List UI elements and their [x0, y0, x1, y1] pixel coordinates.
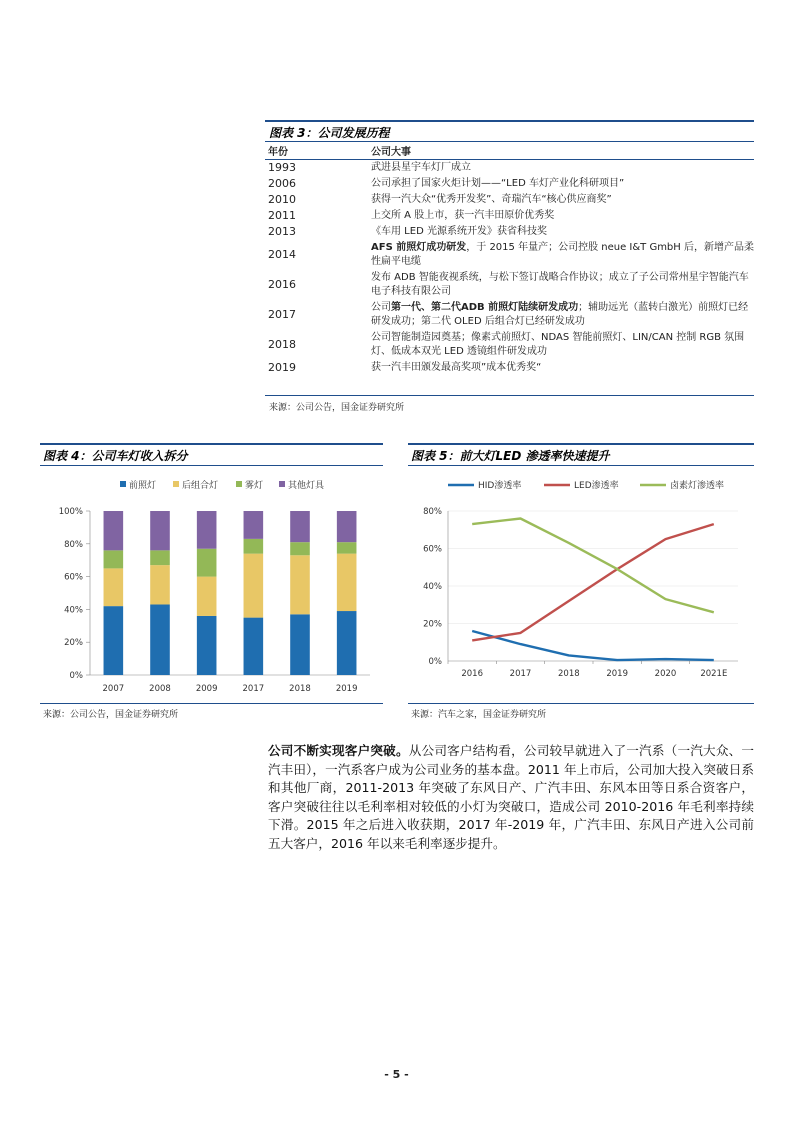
- fig4-source: 来源：公司公告，国金证券研究所: [43, 710, 179, 720]
- row-event: 《车用 LED 光源系统开发》获省科技奖: [371, 226, 547, 237]
- y-tick-label: 100%: [58, 507, 83, 517]
- headlight-penetration-chart: [408, 470, 754, 700]
- row-year: 2006: [268, 177, 296, 190]
- x-tick-label: 2008: [149, 684, 171, 694]
- bar-segment: [150, 565, 170, 604]
- y-tick-label: 40%: [64, 605, 83, 616]
- col-event-header: 公司大事: [368, 142, 754, 160]
- bar-segment: [290, 614, 310, 675]
- legend-swatch: [279, 481, 285, 487]
- y-tick-label: 80%: [64, 539, 83, 550]
- row-event: 公司承担了国家火炬计划——“LED 车灯产业化科研项目”: [371, 178, 625, 189]
- bar-segment: [104, 511, 124, 550]
- x-tick-label: 2019: [335, 684, 358, 694]
- row-event-text: ；辅助远光（蓝转白激光）前照灯已经研发成功；第二代 OLED 后组合灯已经研发成功: [371, 302, 749, 327]
- row-event: 公司智能制造园奠基；像素式前照灯、NDAS 智能前照灯、LIN/CAN 控制 RGB 氛围灯、低成本双光 LED 透镜组件研发成功: [371, 332, 745, 357]
- x-tick-label: 2018: [558, 669, 580, 679]
- bar-segment: [150, 511, 170, 550]
- x-tick-label: 2019: [606, 669, 628, 679]
- series-line: [472, 524, 714, 640]
- table-row: [265, 240, 754, 270]
- x-tick-label: 2017: [242, 684, 265, 694]
- row-year: 2013: [268, 225, 296, 238]
- paragraph-lead: 公司不断实现客户突破。: [268, 743, 409, 758]
- legend-label: 后组合灯: [182, 481, 219, 491]
- bar-segment: [150, 550, 170, 565]
- bar-segment: [337, 542, 357, 553]
- page-number: - 5 -: [384, 1068, 409, 1081]
- legend-label: 雾灯: [245, 481, 264, 491]
- fig3-bottom-rule: [265, 395, 754, 396]
- bar-segment: [104, 568, 124, 606]
- table-row: [265, 160, 754, 177]
- x-tick-label: 2020: [654, 669, 677, 679]
- x-tick-label: 2017: [509, 669, 532, 679]
- x-tick-label: 2018: [289, 684, 311, 694]
- body-paragraph: [268, 742, 754, 853]
- y-tick-label: 40%: [423, 582, 442, 592]
- legend-label: 其他灯具: [288, 481, 325, 491]
- bar-segment: [104, 606, 124, 675]
- x-tick-label: 2009: [195, 684, 218, 694]
- fig5-title: 图表 5：前大灯LED 渗透率快速提升: [411, 449, 610, 463]
- bar-segment: [244, 554, 264, 618]
- row-event: [368, 240, 754, 270]
- row-event-highlight: 第一代、第二代ADB 前照灯陆续研发成功: [391, 302, 579, 313]
- y-tick-label: 0%: [428, 657, 442, 667]
- table-row: [265, 208, 754, 224]
- legend-label: LED渗透率: [574, 481, 619, 491]
- fig4-title-rule: [40, 465, 383, 466]
- table-row: [265, 360, 754, 376]
- row-event-highlight: AFS 前照灯成功研发: [371, 242, 467, 253]
- row-year: 2010: [268, 193, 296, 206]
- table-row: [265, 330, 754, 360]
- bar-segment: [290, 511, 310, 542]
- x-tick-label: 2007: [102, 684, 125, 694]
- table-row: [265, 192, 754, 208]
- paragraph-body: 从公司客户结构看，公司较早就进入了一汽系（一汽大众、一汽丰田），一汽系客户成为公司业务的基本盘。2011 年上市后，公司加大投入突破日系和其他厂商，2011-2013 年突破了东风日产、广汽丰田、东风本田等日系合资客户，客户突破往往以毛利率相对较低的小灯为突破口，造成公司 2010-2016 年毛利率持续下滑。2015 年之后进入收获期，2017 年-2019 年，广汽丰田、东风日产进入公司前五大客户，2016 年以来毛利率逐步提升。: [268, 743, 755, 851]
- row-year: 1993: [268, 161, 296, 174]
- row-year: 2018: [268, 338, 296, 351]
- fig5-title-rule: [408, 465, 754, 466]
- row-year: 2017: [268, 308, 296, 321]
- fig3-title: 图表 3：公司发展历程: [269, 126, 390, 140]
- bar-segment: [244, 618, 264, 675]
- row-event: 获一汽丰田颁发最高奖项”成本优秀奖“: [371, 362, 542, 373]
- bar-segment: [197, 616, 217, 675]
- bar-segment: [337, 611, 357, 675]
- row-event: 武进县星宇车灯厂成立: [371, 162, 471, 173]
- bar-segment: [197, 511, 217, 549]
- row-event: 获得一汽大众“优秀开发奖”、奇瑞汽车“核心供应商奖”: [371, 194, 612, 205]
- bar-segment: [104, 550, 124, 568]
- y-tick-label: 60%: [64, 572, 83, 583]
- bar-segment: [244, 539, 264, 554]
- y-tick-label: 20%: [423, 619, 442, 630]
- bar-segment: [337, 554, 357, 611]
- bar-segment: [290, 555, 310, 614]
- row-year: 2016: [268, 278, 296, 291]
- y-tick-label: 20%: [64, 638, 83, 649]
- fig5-source: 来源：汽车之家，国金证券研究所: [411, 710, 547, 720]
- y-tick-label: 60%: [423, 544, 442, 555]
- legend-swatch: [120, 481, 126, 487]
- bar-segment: [197, 577, 217, 616]
- history-table: [265, 142, 754, 376]
- fig3-top-rule: [265, 120, 754, 122]
- fig4-top-rule: [40, 443, 383, 445]
- row-event: 上交所 A 股上市，获一汽丰田原价优秀奖: [371, 210, 555, 221]
- row-year: 2014: [268, 248, 296, 261]
- fig5-bottom-rule: [408, 703, 754, 704]
- fig4-bottom-rule: [40, 703, 383, 704]
- bar-segment: [290, 542, 310, 555]
- table-row: [265, 176, 754, 192]
- row-event-text: ，于 2015 年量产；公司控股 neue I&T GmbH 后，新增产品柔性扁平电缆: [371, 242, 754, 267]
- bar-segment: [244, 511, 264, 539]
- bar-segment: [337, 511, 357, 542]
- row-event: 发布 ADB 智能夜视系统，与松下签订战略合作协议；成立了子公司常州星宇智能汽车电子科技有限公司: [371, 272, 749, 297]
- bar-segment: [197, 549, 217, 577]
- table-row: [265, 300, 754, 330]
- legend-label: HID渗透率: [478, 481, 522, 491]
- y-tick-label: 0%: [69, 671, 83, 681]
- row-year: 2011: [268, 209, 296, 222]
- legend-label: 卤素灯渗透率: [670, 481, 725, 491]
- table-row: [265, 224, 754, 240]
- row-event-prefix: 公司: [371, 302, 391, 313]
- legend-swatch: [173, 481, 179, 487]
- row-event: [368, 300, 754, 330]
- row-year: 2019: [268, 361, 296, 374]
- legend-swatch: [236, 481, 242, 487]
- x-tick-label: 2021E: [700, 669, 728, 679]
- table-row: [265, 270, 754, 300]
- revenue-split-chart: [40, 470, 383, 700]
- fig4-title: 图表 4：公司车灯收入拆分: [43, 449, 188, 463]
- legend-label: 前照灯: [129, 481, 157, 491]
- table-header-row: [265, 142, 754, 160]
- col-year-header: 年份: [265, 142, 368, 160]
- fig5-top-rule: [408, 443, 754, 445]
- x-tick-label: 2016: [461, 669, 483, 679]
- series-line: [472, 519, 714, 613]
- bar-segment: [150, 604, 170, 675]
- y-tick-label: 80%: [423, 507, 442, 517]
- fig3-source: 来源：公司公告，国金证券研究所: [269, 403, 405, 413]
